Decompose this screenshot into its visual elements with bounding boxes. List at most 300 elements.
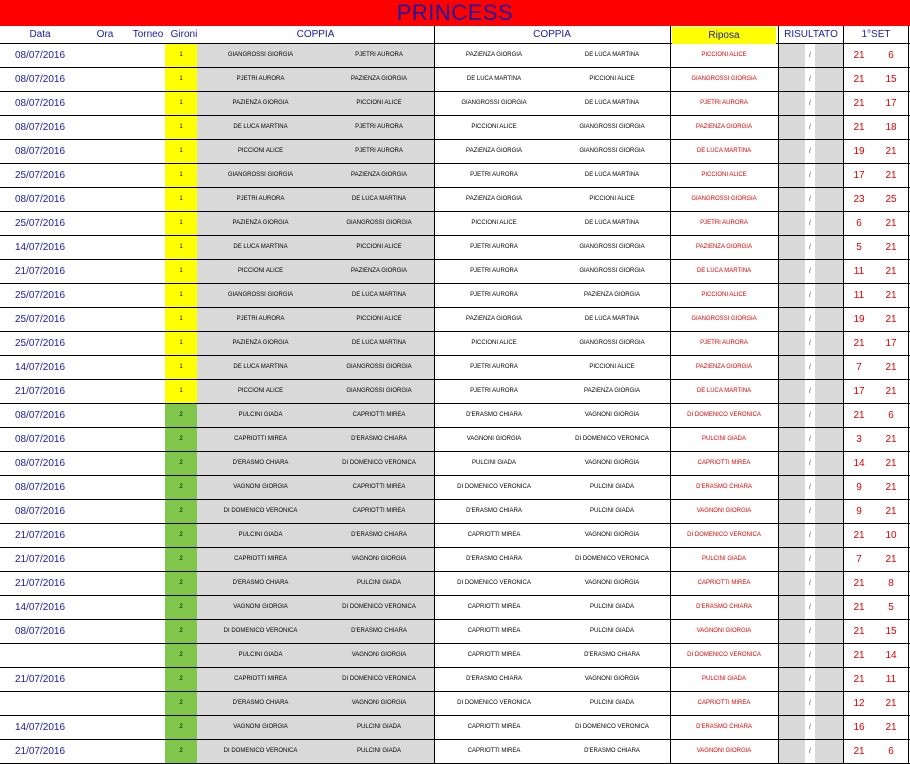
result-cell bbox=[815, 356, 843, 379]
pair-b-player-2: DE LUCA MARTINA bbox=[584, 52, 640, 58]
result-cell bbox=[779, 476, 805, 499]
header-coppia-1: COPPIA bbox=[296, 29, 335, 40]
row-riposa: VAGNONI GIORGIA bbox=[696, 628, 752, 634]
result-separator: / bbox=[809, 124, 811, 131]
set-score-1: 21 bbox=[853, 626, 865, 637]
pair-b-player-2: PULCINI GIADA bbox=[589, 628, 634, 634]
row-riposa: PULCINI GIADA bbox=[701, 556, 746, 562]
table-row bbox=[0, 164, 910, 188]
row-girone: 1 bbox=[165, 284, 197, 307]
pair-a-player-2: PULCINI GIADA bbox=[356, 724, 401, 730]
set-score-2: 21 bbox=[885, 482, 897, 493]
row-girone: 1 bbox=[165, 332, 197, 355]
pair-a-player-1: VAGNONI GIORGIA bbox=[233, 724, 288, 730]
match-table bbox=[0, 44, 910, 764]
pair-b-player-1: DI DOMENICO VERONICA bbox=[457, 484, 531, 490]
row-riposa: CAPRIOTTI MIREA bbox=[697, 700, 751, 706]
result-separator: / bbox=[809, 244, 811, 251]
pair-a-player-1: VAGNONI GIORGIA bbox=[233, 484, 288, 490]
result-cell bbox=[815, 524, 843, 547]
result-cell bbox=[779, 548, 805, 571]
table-row bbox=[0, 500, 910, 524]
row-riposa: PJETRI AURORA bbox=[700, 100, 748, 106]
row-riposa: GIANGROSSI GIORGIA bbox=[691, 316, 757, 322]
row-date: 08/07/2016 bbox=[14, 458, 66, 469]
table-row bbox=[0, 260, 910, 284]
row-riposa: DI DOMENICO VERONICA bbox=[687, 412, 761, 418]
set-score-1: 21 bbox=[853, 602, 865, 613]
pair-a-player-1: D'ERASMO CHIARA bbox=[232, 580, 289, 586]
result-separator: / bbox=[809, 676, 811, 683]
result-cell bbox=[779, 44, 805, 67]
set-score-2: 18 bbox=[885, 122, 897, 133]
header-ora: Ora bbox=[96, 29, 114, 40]
table-row bbox=[0, 644, 910, 668]
pair-a-player-2: CAPRIOTTI MIREA bbox=[352, 412, 406, 418]
result-separator: / bbox=[809, 700, 811, 707]
pair-a-player-1: PICCIONI ALICE bbox=[237, 268, 284, 274]
set-score-1: 23 bbox=[853, 194, 865, 205]
set-score-2: 21 bbox=[885, 146, 897, 157]
set-score-1: 11 bbox=[853, 290, 865, 301]
header-risultato: RISULTATO bbox=[784, 29, 838, 40]
pair-b-player-2: GIANGROSSI GIORGIA bbox=[579, 244, 645, 250]
result-cell bbox=[815, 308, 843, 331]
result-cell bbox=[815, 716, 843, 739]
pair-b-player-2: PICCIONI ALICE bbox=[589, 76, 635, 82]
pair-a-player-2: PJETRI AURORA bbox=[355, 52, 403, 58]
pair-b-player-2: PICCIONI ALICE bbox=[589, 364, 635, 370]
result-cell bbox=[815, 668, 843, 691]
set-score-2: 17 bbox=[885, 338, 897, 349]
pair-a-player-2: PAZIENZA GIORGIA bbox=[351, 76, 407, 82]
row-girone: 2 bbox=[165, 476, 197, 499]
set-score-2: 21 bbox=[885, 554, 897, 565]
pair-b-player-1: D'ERASMO CHIARA bbox=[466, 412, 522, 418]
pair-b-player-2: GIANGROSSI GIORGIA bbox=[579, 148, 645, 154]
pair-a-player-1: VAGNONI GIORGIA bbox=[233, 604, 288, 610]
result-cell bbox=[815, 596, 843, 619]
table-row bbox=[0, 692, 910, 716]
pair-b-player-1: D'ERASMO CHIARA bbox=[466, 556, 522, 562]
set-score-1: 21 bbox=[853, 74, 865, 85]
pair-a-player-2: D'ERASMO CHIARA bbox=[351, 436, 407, 442]
pair-b-player-1: PJETRI AURORA bbox=[470, 172, 518, 178]
result-cell bbox=[779, 692, 805, 715]
row-date: 25/07/2016 bbox=[14, 314, 66, 325]
pair-a-player-1: PJETRI AURORA bbox=[236, 76, 285, 82]
row-riposa: DE LUCA MARTINA bbox=[696, 388, 752, 394]
pair-b-player-1: CAPRIOTTI MIREA bbox=[467, 604, 521, 610]
row-girone: 1 bbox=[165, 44, 197, 67]
result-cell bbox=[779, 188, 805, 211]
row-girone: 2 bbox=[165, 740, 197, 763]
set-score-2: 21 bbox=[885, 386, 897, 397]
row-girone: 1 bbox=[165, 68, 197, 91]
pair-a-player-1: PAZIENZA GIORGIA bbox=[232, 100, 289, 106]
pair-b-player-2: PULCINI GIADA bbox=[589, 508, 634, 514]
row-date: 08/07/2016 bbox=[14, 74, 66, 85]
result-cell bbox=[815, 572, 843, 595]
pair-a-player-2: DI DOMENICO VERONICA bbox=[342, 676, 416, 682]
pair-b-player-1: PJETRI AURORA bbox=[470, 244, 518, 250]
result-separator: / bbox=[809, 388, 811, 395]
pair-b-player-2: PULCINI GIADA bbox=[589, 604, 634, 610]
result-separator: / bbox=[809, 196, 811, 203]
result-cell bbox=[779, 740, 805, 763]
table-row bbox=[0, 572, 910, 596]
result-cell bbox=[815, 188, 843, 211]
set-score-2: 5 bbox=[888, 602, 894, 613]
pair-a-player-1: PULCINI GIADA bbox=[238, 412, 283, 418]
row-riposa: VAGNONI GIORGIA bbox=[696, 508, 752, 514]
row-date: 08/07/2016 bbox=[14, 194, 66, 205]
result-separator: / bbox=[809, 172, 811, 179]
result-cell bbox=[815, 236, 843, 259]
row-riposa: PICCIONI ALICE bbox=[701, 52, 747, 58]
table-row bbox=[0, 548, 910, 572]
table-row bbox=[0, 140, 910, 164]
pair-a-player-1: PJETRI AURORA bbox=[236, 196, 285, 202]
set-score-2: 10 bbox=[885, 530, 897, 541]
pair-b-player-1: CAPRIOTTI MIREA bbox=[467, 652, 521, 658]
row-girone: 2 bbox=[165, 596, 197, 619]
pair-b-player-1: PAZIENZA GIORGIA bbox=[466, 52, 522, 58]
pair-b-player-1: PULCINI GIADA bbox=[471, 460, 516, 466]
result-separator: / bbox=[809, 436, 811, 443]
row-date: 25/07/2016 bbox=[14, 338, 66, 349]
pair-a-player-2: GIANGROSSI GIORGIA bbox=[346, 388, 412, 394]
row-riposa: VAGNONI GIORGIA bbox=[696, 748, 752, 754]
result-separator: / bbox=[809, 316, 811, 323]
result-cell bbox=[779, 260, 805, 283]
result-separator: / bbox=[809, 532, 811, 539]
result-cell bbox=[815, 140, 843, 163]
pair-b-player-1: PAZIENZA GIORGIA bbox=[466, 196, 522, 202]
set-score-2: 21 bbox=[885, 218, 897, 229]
row-girone: 2 bbox=[165, 452, 197, 475]
pair-a-player-2: CAPRIOTTI MIREA bbox=[352, 484, 406, 490]
pair-a-player-2: DI DOMENICO VERONICA bbox=[342, 604, 416, 610]
set-score-2: 6 bbox=[888, 410, 894, 421]
pair-b-player-2: VAGNONI GIORGIA bbox=[584, 676, 640, 682]
pair-b-player-1: DI DOMENICO VERONICA bbox=[457, 700, 531, 706]
pair-a-player-2: PICCIONI ALICE bbox=[356, 316, 402, 322]
pair-a-player-2: VAGNONI GIORGIA bbox=[351, 700, 407, 706]
set-score-2: 21 bbox=[885, 314, 897, 325]
result-cell bbox=[779, 284, 805, 307]
result-cell bbox=[779, 572, 805, 595]
pair-b-player-2: DI DOMENICO VERONICA bbox=[575, 556, 649, 562]
row-date: 08/07/2016 bbox=[14, 482, 66, 493]
result-cell bbox=[779, 644, 805, 667]
row-date: 21/07/2016 bbox=[14, 578, 66, 589]
row-date: 08/07/2016 bbox=[14, 410, 66, 421]
table-row bbox=[0, 668, 910, 692]
pair-b-player-1: D'ERASMO CHIARA bbox=[466, 508, 522, 514]
row-riposa: DI DOMENICO VERONICA bbox=[687, 532, 761, 538]
pair-b-player-2: D'ERASMO CHIARA bbox=[584, 748, 640, 754]
header-set: 1°SET bbox=[861, 29, 891, 40]
result-cell bbox=[815, 92, 843, 115]
result-cell bbox=[779, 308, 805, 331]
pair-a-player-2: D'ERASMO CHIARA bbox=[351, 628, 407, 634]
set-score-1: 21 bbox=[853, 410, 865, 421]
row-girone: 2 bbox=[165, 500, 197, 523]
pair-b-player-1: PJETRI AURORA bbox=[470, 268, 518, 274]
set-score-1: 21 bbox=[853, 578, 865, 589]
row-date: 25/07/2016 bbox=[14, 290, 66, 301]
set-score-1: 9 bbox=[856, 506, 862, 517]
row-date: 08/07/2016 bbox=[14, 146, 66, 157]
result-cell bbox=[779, 428, 805, 451]
row-riposa: D'ERASMO CHIARA bbox=[696, 724, 752, 730]
result-cell bbox=[815, 116, 843, 139]
row-girone: 1 bbox=[165, 236, 197, 259]
row-riposa: PJETRI AURORA bbox=[700, 220, 748, 226]
pair-b-player-1: CAPRIOTTI MIREA bbox=[467, 748, 521, 754]
table-row bbox=[0, 452, 910, 476]
row-riposa: PAZIENZA GIORGIA bbox=[696, 124, 752, 130]
table-row bbox=[0, 596, 910, 620]
pair-a-player-1: DI DOMENICO VERONICA bbox=[223, 748, 298, 754]
result-separator: / bbox=[809, 556, 811, 563]
pair-a-player-2: DE LUCA MARTINA bbox=[351, 292, 407, 298]
pair-b-player-2: DE LUCA MARTINA bbox=[584, 172, 640, 178]
result-separator: / bbox=[809, 460, 811, 467]
pair-a-player-2: DI DOMENICO VERONICA bbox=[342, 460, 416, 466]
result-cell bbox=[779, 164, 805, 187]
set-score-1: 17 bbox=[853, 386, 865, 397]
row-girone: 2 bbox=[165, 428, 197, 451]
set-score-1: 5 bbox=[856, 242, 862, 253]
row-date: 08/07/2016 bbox=[14, 50, 66, 61]
result-cell bbox=[815, 260, 843, 283]
pair-a-player-1: DI DOMENICO VERONICA bbox=[223, 508, 298, 514]
set-score-2: 21 bbox=[885, 458, 897, 469]
set-score-1: 21 bbox=[853, 50, 865, 61]
row-riposa: PULCINI GIADA bbox=[701, 676, 746, 682]
row-girone: 1 bbox=[165, 188, 197, 211]
row-riposa: PULCINI GIADA bbox=[701, 436, 746, 442]
set-score-2: 21 bbox=[885, 434, 897, 445]
row-girone: 1 bbox=[165, 356, 197, 379]
result-cell bbox=[815, 164, 843, 187]
table-row bbox=[0, 308, 910, 332]
result-separator: / bbox=[809, 748, 811, 755]
row-date: 25/07/2016 bbox=[14, 218, 66, 229]
pair-a-player-2: D'ERASMO CHIARA bbox=[351, 532, 407, 538]
result-cell bbox=[815, 740, 843, 763]
row-riposa: D'ERASMO CHIARA bbox=[696, 484, 752, 490]
pair-b-player-2: DI DOMENICO VERONICA bbox=[575, 436, 649, 442]
result-cell bbox=[815, 212, 843, 235]
result-cell bbox=[779, 140, 805, 163]
row-date: 08/07/2016 bbox=[14, 98, 66, 109]
row-date: 14/07/2016 bbox=[14, 362, 66, 373]
header-torneo: Torneo bbox=[132, 29, 164, 40]
result-cell bbox=[779, 212, 805, 235]
pair-b-player-2: D'ERASMO CHIARA bbox=[584, 652, 640, 658]
pair-b-player-1: D'ERASMO CHIARA bbox=[466, 676, 522, 682]
result-cell bbox=[779, 380, 805, 403]
pair-b-player-2: DE LUCA MARTINA bbox=[584, 316, 640, 322]
set-score-2: 21 bbox=[885, 290, 897, 301]
pair-b-player-1: PJETRI AURORA bbox=[470, 364, 518, 370]
result-separator: / bbox=[809, 580, 811, 587]
pair-b-player-1: PAZIENZA GIORGIA bbox=[466, 316, 522, 322]
set-score-1: 6 bbox=[856, 218, 862, 229]
header-row bbox=[0, 26, 910, 44]
pair-a-player-2: VAGNONI GIORGIA bbox=[351, 652, 407, 658]
set-score-1: 16 bbox=[853, 722, 865, 733]
set-score-1: 19 bbox=[853, 314, 865, 325]
row-date: 25/07/2016 bbox=[14, 170, 66, 181]
row-date: 21/07/2016 bbox=[14, 266, 66, 277]
pair-b-player-1: DI DOMENICO VERONICA bbox=[457, 580, 531, 586]
table-row bbox=[0, 332, 910, 356]
row-riposa: GIANGROSSI GIORGIA bbox=[691, 76, 757, 82]
set-score-2: 21 bbox=[885, 722, 897, 733]
pair-a-player-1: D'ERASMO CHIARA bbox=[232, 460, 289, 466]
set-score-2: 21 bbox=[885, 362, 897, 373]
result-cell bbox=[815, 500, 843, 523]
result-cell bbox=[779, 236, 805, 259]
set-score-2: 15 bbox=[885, 626, 897, 637]
row-date: 14/07/2016 bbox=[14, 602, 66, 613]
row-riposa: CAPRIOTTI MIREA bbox=[697, 580, 751, 586]
row-girone: 2 bbox=[165, 524, 197, 547]
row-date: 08/07/2016 bbox=[14, 122, 66, 133]
pair-b-player-1: CAPRIOTTI MIREA bbox=[467, 628, 521, 634]
set-score-1: 21 bbox=[853, 338, 865, 349]
table-row bbox=[0, 116, 910, 140]
pair-a-player-2: PULCINI GIADA bbox=[356, 748, 401, 754]
pair-b-player-1: VAGNONI GIORGIA bbox=[466, 436, 522, 442]
pair-a-player-1: PJETRI AURORA bbox=[236, 316, 285, 322]
set-score-2: 21 bbox=[885, 242, 897, 253]
row-girone: 2 bbox=[165, 692, 197, 715]
row-girone: 2 bbox=[165, 620, 197, 643]
pair-a-player-2: GIANGROSSI GIORGIA bbox=[346, 220, 412, 226]
set-score-1: 21 bbox=[853, 746, 865, 757]
pair-b-player-2: PAZIENZA GIORGIA bbox=[584, 292, 640, 298]
table-row bbox=[0, 68, 910, 92]
row-date: 08/07/2016 bbox=[14, 626, 66, 637]
table-row bbox=[0, 212, 910, 236]
row-riposa: DE LUCA MARTINA bbox=[696, 268, 752, 274]
result-cell bbox=[815, 284, 843, 307]
pair-b-player-1: CAPRIOTTI MIREA bbox=[467, 724, 521, 730]
row-girone: 2 bbox=[165, 548, 197, 571]
row-date: 21/07/2016 bbox=[14, 746, 66, 757]
row-date: 21/07/2016 bbox=[14, 386, 66, 397]
pair-b-player-2: PAZIENZA GIORGIA bbox=[584, 388, 640, 394]
result-separator: / bbox=[809, 100, 811, 107]
table-row bbox=[0, 716, 910, 740]
pair-a-player-1: PAZIENZA GIORGIA bbox=[232, 220, 289, 226]
result-cell bbox=[815, 404, 843, 427]
pair-b-player-1: GIANGROSSI GIORGIA bbox=[461, 100, 527, 106]
result-separator: / bbox=[809, 484, 811, 491]
pair-b-player-2: DI DOMENICO VERONICA bbox=[575, 724, 649, 730]
pair-a-player-1: PAZIENZA GIORGIA bbox=[232, 340, 289, 346]
result-cell bbox=[815, 476, 843, 499]
result-cell bbox=[779, 500, 805, 523]
result-cell bbox=[815, 44, 843, 67]
pair-b-player-2: DE LUCA MARTINA bbox=[584, 220, 640, 226]
set-score-1: 21 bbox=[853, 674, 865, 685]
sheet-title: PRINCESS bbox=[0, 0, 910, 26]
table-row bbox=[0, 188, 910, 212]
set-score-1: 11 bbox=[853, 266, 865, 277]
row-date: 14/07/2016 bbox=[14, 722, 66, 733]
pair-a-player-1: CAPRIOTTI MIREA bbox=[234, 436, 287, 442]
row-riposa: PAZIENZA GIORGIA bbox=[696, 364, 752, 370]
set-score-2: 15 bbox=[885, 74, 897, 85]
result-separator: / bbox=[809, 148, 811, 155]
result-separator: / bbox=[809, 412, 811, 419]
pair-a-player-2: DE LUCA MARTINA bbox=[351, 340, 407, 346]
table-row bbox=[0, 92, 910, 116]
pair-b-player-2: PULCINI GIADA bbox=[589, 700, 634, 706]
result-cell bbox=[779, 668, 805, 691]
set-score-2: 21 bbox=[885, 170, 897, 181]
table-row bbox=[0, 284, 910, 308]
result-cell bbox=[815, 380, 843, 403]
result-cell bbox=[815, 548, 843, 571]
result-cell bbox=[779, 404, 805, 427]
pair-a-player-1: DE LUCA MARTINA bbox=[233, 364, 288, 370]
result-cell bbox=[779, 716, 805, 739]
set-score-1: 3 bbox=[856, 434, 862, 445]
pair-b-player-2: VAGNONI GIORGIA bbox=[584, 580, 640, 586]
row-girone: 1 bbox=[165, 308, 197, 331]
row-riposa: PJETRI AURORA bbox=[700, 340, 748, 346]
pair-b-player-1: PJETRI AURORA bbox=[470, 388, 518, 394]
row-girone: 2 bbox=[165, 572, 197, 595]
row-girone: 2 bbox=[165, 404, 197, 427]
pair-a-player-1: PICCIONI ALICE bbox=[237, 148, 284, 154]
result-cell bbox=[779, 452, 805, 475]
row-girone: 1 bbox=[165, 212, 197, 235]
set-score-1: 21 bbox=[853, 530, 865, 541]
table-row bbox=[0, 620, 910, 644]
table-row bbox=[0, 740, 910, 764]
pair-a-player-2: PAZIENZA GIORGIA bbox=[351, 268, 407, 274]
header-coppia-2: COPPIA bbox=[533, 29, 571, 40]
pair-b-player-2: VAGNONI GIORGIA bbox=[584, 460, 640, 466]
set-score-1: 7 bbox=[856, 362, 862, 373]
result-separator: / bbox=[809, 724, 811, 731]
result-cell bbox=[815, 428, 843, 451]
set-score-2: 11 bbox=[885, 674, 897, 685]
row-riposa: DE LUCA MARTINA bbox=[696, 148, 752, 154]
table-row bbox=[0, 524, 910, 548]
result-separator: / bbox=[809, 52, 811, 59]
result-cell bbox=[779, 620, 805, 643]
result-cell bbox=[815, 644, 843, 667]
row-date: 21/07/2016 bbox=[14, 554, 66, 565]
set-score-1: 14 bbox=[853, 458, 865, 469]
result-separator: / bbox=[809, 220, 811, 227]
result-cell bbox=[779, 116, 805, 139]
pair-b-player-2: VAGNONI GIORGIA bbox=[584, 532, 640, 538]
table-row bbox=[0, 356, 910, 380]
set-score-1: 19 bbox=[853, 146, 865, 157]
result-cell bbox=[779, 356, 805, 379]
row-girone: 2 bbox=[165, 716, 197, 739]
